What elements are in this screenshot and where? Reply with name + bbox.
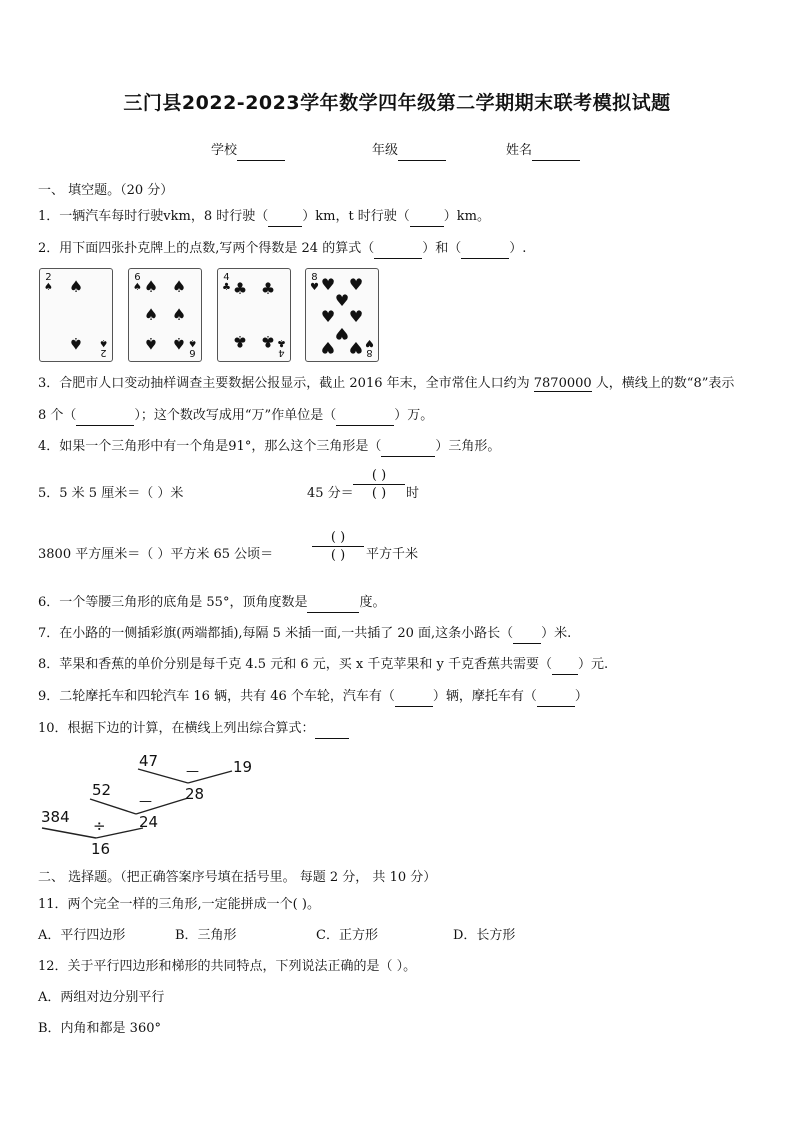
card-rank: 2 ♠ — [99, 337, 108, 358]
question-11: 11．两个完全一样的三角形,一定能拼成一个( )。 — [38, 897, 320, 912]
q8-blank[interactable] — [552, 656, 578, 675]
question-2: 2．用下面四张扑克牌上的点数,写两个得数是 24 的算式（ ）和（ ）. — [38, 240, 526, 259]
playing-card-2-spades — [39, 268, 113, 362]
grade-field — [372, 142, 446, 161]
q4-blank[interactable] — [381, 438, 435, 457]
card-rank: 6 ♠ — [188, 337, 197, 358]
playing-card-4-clubs — [217, 268, 291, 362]
heart-icon: ♥ — [348, 338, 364, 357]
club-icon: ♣ — [260, 332, 276, 351]
playing-card-8-hearts — [305, 268, 379, 362]
question-4: 4．如果一个三角形中有一个角是91°，那么这个三角形是（ ）三角形。 — [38, 438, 500, 457]
calc-number-384: 384 — [41, 808, 70, 826]
question-1: 1．一辆汽车每时行驶vkm，8 时行驶（ ）km，t 时行驶（ ）km。 — [38, 208, 490, 227]
heart-icon: ♥ — [320, 338, 336, 357]
q6-blank[interactable] — [307, 594, 359, 613]
heart-icon: ♥ — [334, 324, 350, 343]
calc-number-24: 24 — [139, 813, 159, 831]
spade-icon: ♠ — [171, 334, 187, 353]
heart-icon: ♥ — [348, 307, 364, 326]
club-icon: ♣ — [260, 279, 276, 298]
section1-header: 一、 填空题。（20 分） — [38, 183, 174, 198]
spade-icon: ♠ — [68, 334, 84, 353]
card-rank: 2 ♠ — [44, 272, 53, 293]
card-rank: 8 ♥ — [310, 272, 319, 293]
question-9: 9．二轮摩托车和四轮汽车 16 辆，共有 46 个车轮，汽车有（ ）辆，摩托车有（ ） — [38, 688, 588, 707]
school-field — [211, 142, 285, 161]
question-3-line-1: 3．合肥市人口变动抽样调查主要数据公报显示，截止 2016 年末，全市常住人口约为 7870000 人，横线上的数“8”表示 — [38, 376, 735, 391]
calc-number-19: 19 — [233, 758, 253, 776]
spade-icon: ♠ — [171, 277, 187, 296]
card-rank: 4 ♣ — [222, 272, 231, 293]
spade-icon: ♠ — [143, 305, 159, 324]
question-3-line-2: 8 个（ ）；这个数改写成用“万”作单位是（ ）万。 — [38, 407, 433, 426]
q1-blank-1[interactable] — [268, 208, 302, 227]
q5-unit: 时 — [406, 486, 420, 501]
page-title: 三门县2022-2023学年数学四年级第二学期期末联考模拟试题 — [123, 92, 671, 114]
calc-number-47: 47 — [139, 752, 159, 770]
calc-number-28: 28 — [185, 785, 205, 803]
q11-option-c[interactable]: C．正方形 — [316, 928, 378, 943]
q2-blank-1[interactable] — [374, 240, 422, 259]
school-blank[interactable] — [237, 142, 285, 161]
section2-header: 二、 选择题。（把正确答案序号填在括号里。 每题 2 分， 共 10 分） — [38, 870, 437, 885]
calc-divide-sign: ÷ — [93, 817, 106, 835]
question-5-part-1: 5．5 米 5 厘米＝（ ）米 — [38, 486, 184, 501]
card-rank: 8 ♥ — [365, 337, 374, 358]
q11-option-a[interactable]: A．平行四边形 — [38, 928, 126, 943]
spade-icon: ♠ — [68, 277, 84, 296]
spade-icon: ♠ — [143, 277, 159, 296]
card-rank: 6 ♠ — [133, 272, 142, 293]
question-5-part-3: 3800 平方厘米＝（ ）平方米 65 公顷＝ — [38, 547, 274, 562]
spade-icon: ♠ — [143, 334, 159, 353]
name-blank[interactable] — [532, 142, 580, 161]
question-8: 8．苹果和香蕉的单价分别是每千克 4.5 元和 6 元，买 x 千克苹果和 y 千克香蕉共需要（ ）元. — [38, 656, 608, 675]
club-icon: ♣ — [232, 279, 248, 298]
q12-option-a[interactable]: A．两组对边分别平行 — [38, 990, 165, 1005]
grade-label: 年级 — [372, 143, 399, 158]
name-label: 姓名 — [506, 143, 533, 158]
club-icon: ♣ — [232, 332, 248, 351]
q5b-unit: 平方千米 — [366, 547, 419, 562]
calc-minus-sign: — — [186, 764, 199, 779]
q3-underlined-number: 7870000 — [533, 376, 592, 391]
calc-number-16: 16 — [91, 840, 111, 858]
q3-blank-2[interactable] — [336, 407, 394, 426]
q11-option-b[interactable]: B．三角形 — [175, 928, 237, 943]
question-5-part-2-label: 45 分＝ — [307, 486, 354, 501]
question-12: 12．关于平行四边形和梯形的共同特点，下列说法正确的是（ ）。 — [38, 959, 417, 974]
name-field — [506, 142, 580, 161]
q7-blank[interactable] — [513, 625, 541, 644]
grade-blank[interactable] — [398, 142, 446, 161]
q9-blank-1[interactable] — [395, 688, 433, 707]
spade-icon: ♠ — [171, 305, 187, 324]
q5-fraction[interactable]: ( ) ( ) — [353, 468, 405, 501]
school-label: 学校 — [211, 143, 238, 158]
calc-minus-sign: — — [139, 794, 152, 809]
q12-option-b[interactable]: B．内角和都是 360° — [38, 1021, 161, 1036]
calc-number-52: 52 — [92, 781, 112, 799]
question-7: 7．在小路的一侧插彩旗(两端都插),每隔 5 米插一面,一共插了 20 面,这条小路长（ ）米. — [38, 625, 571, 644]
q9-blank-2[interactable] — [537, 688, 575, 707]
question-10: 10．根据下边的计算，在横线上列出综合算式： — [38, 720, 349, 739]
q1-blank-2[interactable] — [410, 208, 444, 227]
heart-icon: ♥ — [334, 291, 350, 310]
q11-option-d[interactable]: D．长方形 — [453, 928, 516, 943]
question-6: 6．一个等腰三角形的底角是 55°，顶角度数是 度。 — [38, 594, 385, 613]
q10-blank[interactable] — [315, 720, 349, 739]
playing-card-6-spades — [128, 268, 202, 362]
card-rank: 4 ♣ — [277, 337, 286, 358]
q2-blank-2[interactable] — [461, 240, 509, 259]
q3-blank-1[interactable] — [76, 407, 134, 426]
heart-icon: ♥ — [348, 275, 364, 294]
q5b-fraction[interactable]: ( ) ( ) — [312, 530, 364, 563]
heart-icon: ♥ — [320, 275, 336, 294]
heart-icon: ♥ — [320, 307, 336, 326]
